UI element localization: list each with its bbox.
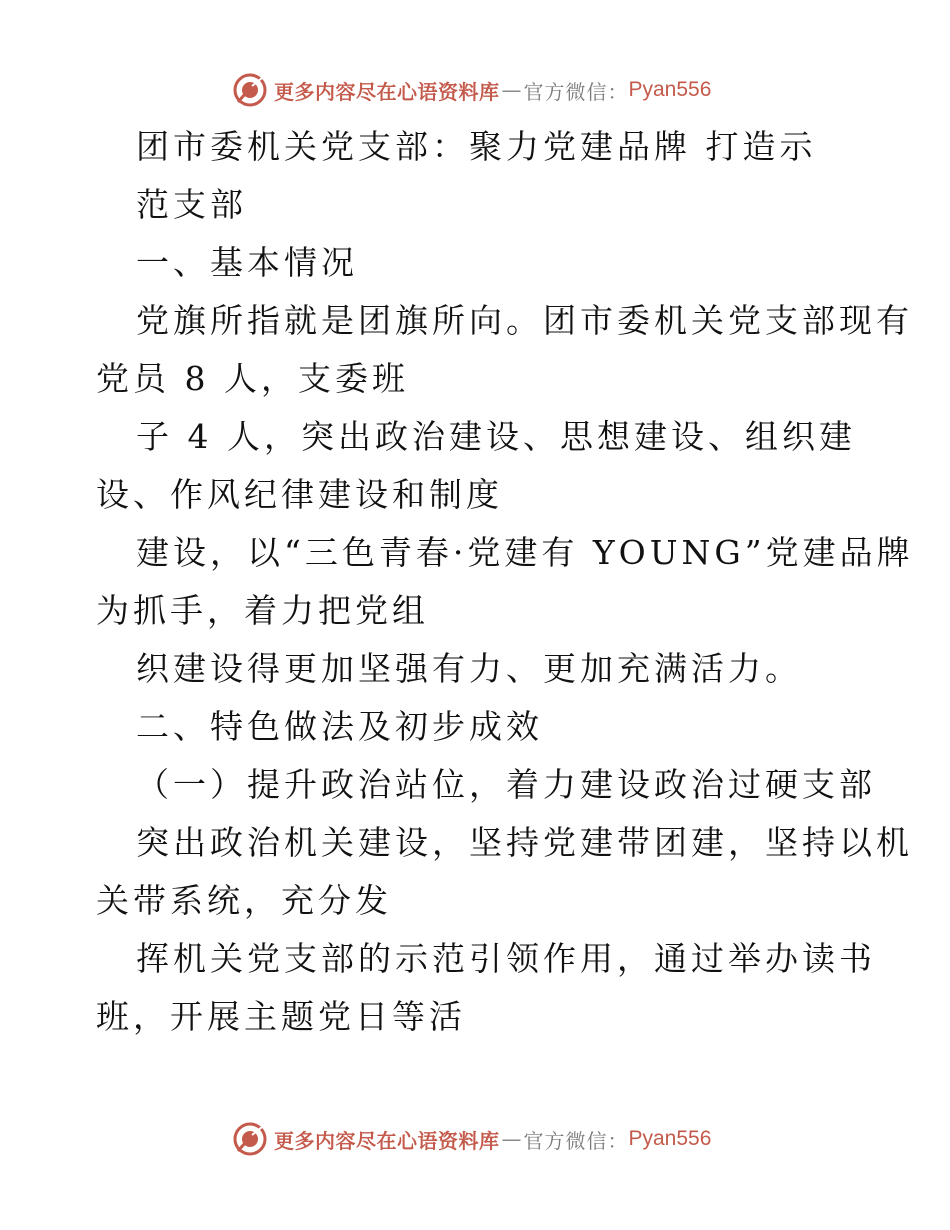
paragraph-line: 子 4 人，突出政治建设、思想建设、组织建 xyxy=(136,417,856,456)
document-title-line-2: 范支部 xyxy=(136,185,247,224)
paragraph-line: 设、作风纪律建设和制度 xyxy=(96,475,503,514)
paragraph-line: 关带系统，充分发 xyxy=(96,881,392,920)
wechat-label: 官方微信： xyxy=(523,1128,629,1153)
header-banner xyxy=(232,70,711,110)
section-heading: 一、基本情况 xyxy=(136,243,358,282)
logo-icon xyxy=(232,72,268,108)
footer-banner xyxy=(232,1119,711,1159)
logo-icon xyxy=(232,1121,268,1157)
subsection-heading: （一）提升政治站位，着力建设政治过硬支部 xyxy=(136,765,876,804)
section-heading: 二、特色做法及初步成效 xyxy=(136,707,543,746)
banner-text: 更多内容尽在心语资料库 xyxy=(274,79,500,104)
paragraph-line: 挥机关党支部的示范引领作用，通过举办读书 xyxy=(136,939,876,978)
wechat-label: 官方微信： xyxy=(523,79,629,104)
paragraph-line: 突出政治机关建设，坚持党建带团建，坚持以机 xyxy=(136,823,913,862)
banner-text: 更多内容尽在心语资料库 xyxy=(274,1128,500,1153)
paragraph-line: 建设，以“三色青春·党建有 YOUNG”党建品牌 xyxy=(136,533,914,572)
paragraph-line: 织建设得更加坚强有力、更加充满活力。 xyxy=(136,649,802,688)
wechat-id: Pyan556 xyxy=(628,78,712,101)
paragraph-line: 党员 8 人，支委班 xyxy=(96,359,409,398)
paragraph-line: 党旗所指就是团旗所向。团市委机关党支部现有 xyxy=(136,301,913,340)
document-title-line-1: 团市委机关党支部：聚力党建品牌 打造示 xyxy=(136,127,817,166)
banner-separator: — xyxy=(501,1127,522,1151)
paragraph-line: 班，开展主题党日等活 xyxy=(96,997,466,1036)
wechat-id: Pyan556 xyxy=(628,1127,712,1150)
paragraph-line: 为抓手，着力把党组 xyxy=(96,591,429,630)
banner-separator: — xyxy=(501,78,522,102)
